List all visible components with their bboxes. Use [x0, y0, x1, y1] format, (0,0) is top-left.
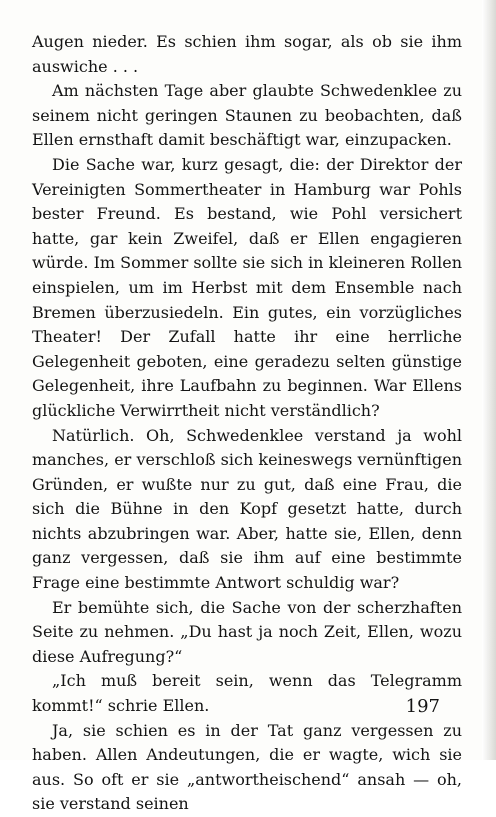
paragraph-2: Am nächsten Tage aber glaubte Schwedenklee zu seinem nicht geringen Staunen zu beobachten, daß Ellen ernsthaft damit beschäftigt war, einzupacken.	[32, 81, 462, 150]
body-text	[32, 30, 462, 817]
paragraph-4: Natürlich. Oh, Schwedenklee verstand ja wohl manches, er verschloß sich keineswegs vernünftigen Gründen, er wußte nur zu gut, daß eine Frau, die sich die Bühne in den Kopf gesetzt hatte, durch nichts abzubringen war. Aber, hatte sie, Ellen, denn ganz vergessen, daß sie ihm auf eine bestimmte Frage eine bestimmte Antwort schuldig war?	[32, 425, 462, 593]
paragraph-3: Die Sache war, kurz gesagt, die: der Direktor der Vereinigten Sommertheater in Hamburg war Pohls bester Freund. Es bestand, wie Pohl versichert hatte, gar kein Zweifel, daß er Ellen engagieren würde. Im Sommer sollte sie sich in kleineren Rollen einspielen, um im Herbst mit dem Ensemble nach Bremen überzusiedeln. Ein gutes, ein vorzügliches Theater! Der Zufall hatte ihr eine herrliche Gelegenheit geboten, eine geradezu selten günstige Gelegenheit, ihre Laufbahn zu beginnen. War Ellens glückliche Verwirrtheit nicht verständlich?	[32, 154, 462, 420]
page-number: 197	[405, 696, 440, 717]
paragraph-6: „Ich muß bereit sein, wenn das Telegramm kommt!“ schrie Ellen.	[32, 671, 462, 716]
paragraph-7: Ja, sie schien es in der Tat ganz vergessen zu haben. Allen Andeutungen, die er wagte, wich sie aus. So oft er sie „antwortheischend“ ansah — oh, sie verstand seinen	[32, 720, 462, 814]
paragraph-1: Augen nieder. Es schien ihm sogar, als ob sie ihm auswiche . . .	[32, 32, 462, 76]
paragraph-5: Er bemühte sich, die Sache von der scherzhaften Seite zu nehmen. „Du hast ja noch Zeit, Ellen, wozu diese Aufregung?“	[32, 597, 462, 666]
page-edge-shadow	[482, 0, 496, 760]
